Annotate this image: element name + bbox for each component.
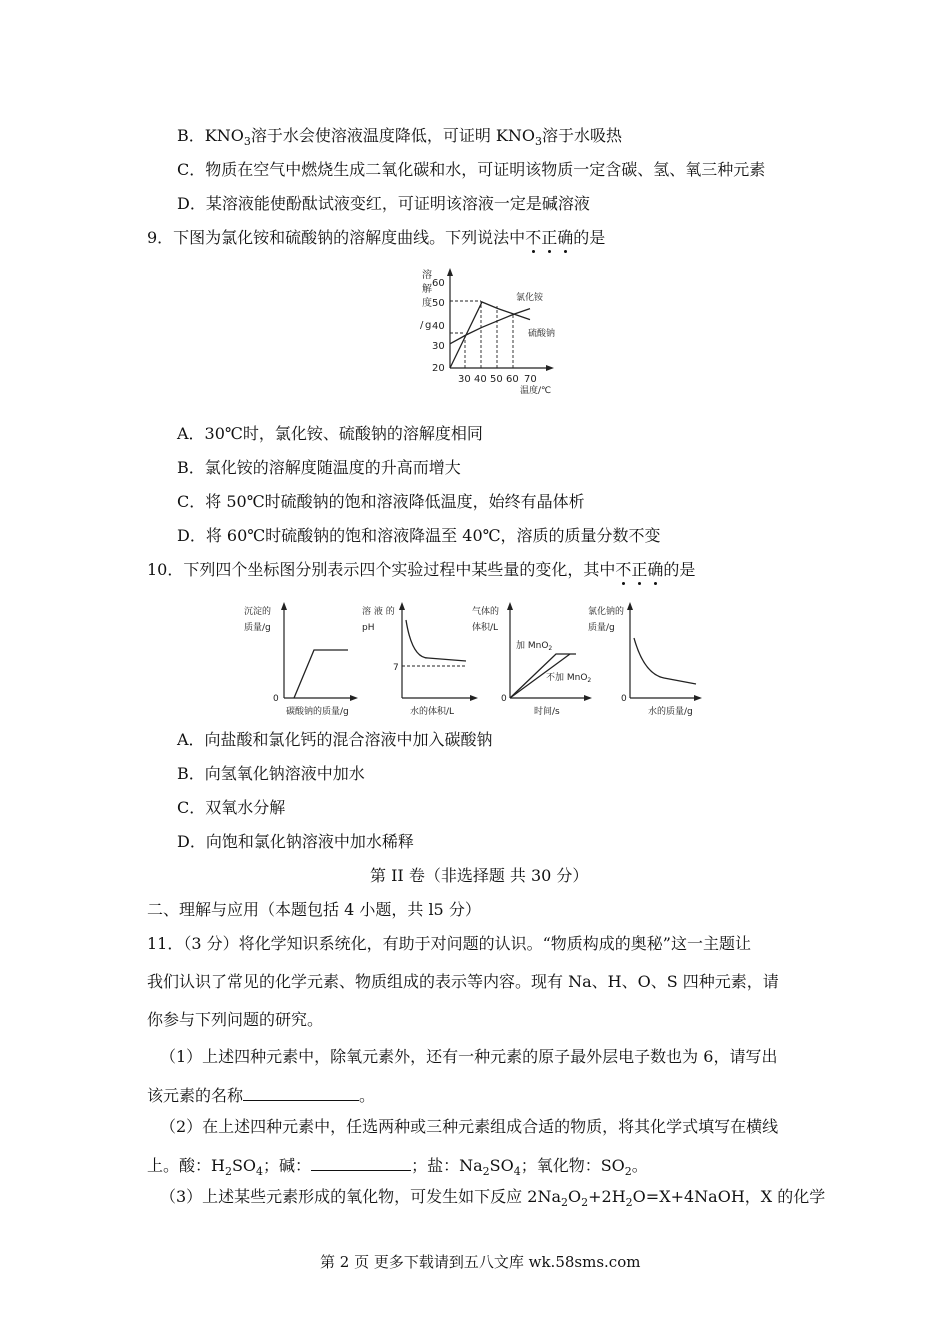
- q11-para-2: 我们认识了常见的化学元素、物质组成的表示等内容。现有 Na、H、O、S 四种元素，请: [147, 972, 779, 991]
- g1-y-arrow: [281, 602, 287, 610]
- q9-stem: 9．下图为氯化铵和硫酸钠的溶解度曲线。下列说法中不正确的是: [147, 228, 606, 247]
- g4-curve: [634, 638, 696, 684]
- g1-origin: 0: [273, 694, 279, 704]
- g3-origin: 0: [501, 694, 507, 704]
- q9-option-c: C．将 50℃时硫酸钠的饱和溶液降低温度，始终有晶体析: [177, 492, 585, 511]
- g2-xlabel: 水的体积/L: [410, 707, 455, 717]
- g2-y-arrow: [399, 602, 405, 610]
- y-tick-label: 60: [432, 278, 445, 289]
- g1-ylabel-unit: 质量/g: [244, 623, 271, 633]
- ylabel-char: g: [425, 320, 432, 331]
- q8-option-c: C．物质在空气中燃烧生成二氧化碳和水，可证明该物质一定含碳、氢、氧三种元素: [177, 160, 766, 179]
- q10-option-d: D．向饱和氯化钠溶液中加水稀释: [177, 832, 414, 851]
- curve-sodium-sulfate: [450, 302, 530, 368]
- g1-ylabel: 沉淀的: [244, 607, 272, 617]
- g2-ylabel: 溶 液 的: [362, 607, 395, 617]
- g4-ylabel: 氯化钠的: [588, 607, 625, 617]
- emphasis-char: 正: [631, 560, 648, 579]
- x-axis-label: 温度/℃: [520, 386, 552, 394]
- x-tick-label: 30: [458, 374, 471, 385]
- q11-para-1: 11．（3 分）将化学知识系统化，有助于对问题的认识。“物质构成的奥秘”这一主题让: [147, 934, 751, 953]
- g1-curve: [294, 650, 348, 698]
- graph-nacl: [588, 602, 702, 717]
- q11-sub1-line1: （1）上述四种元素中，除氧元素外，还有一种元素的原子最外层电子数也为 6，请写出: [160, 1047, 778, 1066]
- q11-para-3: 你参与下列问题的研究。: [147, 1010, 324, 1029]
- g4-ylabel-unit: 质量/g: [588, 623, 615, 633]
- q8-option-b: B．$KNO_3$溶于水会使溶液温度降低，可证明 $KNO_3$溶于水吸热: [177, 126, 623, 149]
- x-tick-label: 40: [474, 374, 487, 385]
- emphasis-char: 确: [647, 560, 664, 579]
- section-heading: 二、理解与应用（本题包括 4 小题，共 l5 分）: [147, 900, 481, 919]
- emphasis-char: 正: [541, 228, 558, 247]
- answer-blank-base[interactable]: [311, 1155, 411, 1171]
- emphasis-char: 不: [525, 228, 542, 247]
- curve-ammonium-chloride: [450, 309, 530, 344]
- g3-x-arrow: [584, 695, 592, 701]
- y-tick-label: 40: [432, 321, 445, 332]
- graph-ph: [362, 602, 478, 717]
- answer-blank-element[interactable]: [243, 1085, 359, 1101]
- g4-x-arrow: [694, 695, 702, 701]
- g2-curve: [406, 620, 466, 661]
- g1-xlabel: 碳酸钠的质量/g: [286, 707, 349, 717]
- y-axis-arrow: [447, 268, 453, 276]
- graph-gas: [472, 602, 592, 717]
- g3-label-catalyst: 加 MnO$_2$: [516, 641, 553, 652]
- q10-option-c: C．双氧水分解: [177, 798, 286, 817]
- q10-option-b: B．向氢氧化钠溶液中加水: [177, 764, 365, 783]
- q11-sub2-line1: （2）在上述四种元素中，任选两种或三种元素组成合适的物质，将其化学式填写在横线: [160, 1117, 779, 1136]
- emphasis-char: 确: [557, 228, 574, 247]
- q11-sub2-line2: 上。酸：$H_2SO_4$；碱： ；盐：$Na_2SO_4$；氧化物：$SO_2$。: [147, 1156, 648, 1179]
- series-label-na2so4: 硫酸钠: [528, 329, 556, 339]
- g3-y-arrow: [507, 602, 513, 610]
- g3-xlabel: 时间/s: [534, 707, 560, 717]
- g4-y-arrow: [627, 602, 633, 610]
- g2-x-arrow: [470, 695, 478, 701]
- q11-sub1-line2: 该元素的名称 。: [147, 1086, 376, 1105]
- g4-origin: 0: [621, 694, 627, 704]
- x-tick-label: 70: [524, 374, 537, 385]
- ylabel-char: 溶: [422, 270, 432, 281]
- q10-option-a: A．向盐酸和氯化钙的混合溶液中加入碳酸钠: [177, 730, 493, 749]
- x-tick-label: 50: [490, 374, 503, 385]
- x-tick-label: 60: [506, 374, 519, 385]
- y-tick-label: 30: [432, 341, 445, 352]
- page-footer: 第 2 页 更多下载请到五八文库 wk.58sms.com: [320, 1253, 641, 1271]
- ylabel-char: 度: [422, 298, 432, 309]
- q11-sub3-line1: （3）上述某些元素形成的氧化物，可发生如下反应 $2Na_2O_2+2H_2O=X+4NaOH$，X 的化学: [160, 1187, 826, 1210]
- g4-xlabel: 水的质量/g: [648, 707, 693, 717]
- four-graphs: [240, 600, 705, 720]
- ylabel-char: 解: [422, 284, 432, 295]
- q9-option-b: B．氯化铵的溶解度随温度的升高而增大: [177, 458, 461, 477]
- ylabel-char: /: [420, 320, 424, 331]
- q10-stem: 10．下列四个坐标图分别表示四个实验过程中某些量的变化，其中不正确的是: [147, 560, 696, 579]
- series-label-nh4cl: 氯化铵: [516, 293, 544, 303]
- emphasis-char: 不: [615, 560, 632, 579]
- solubility-chart: [410, 262, 560, 394]
- part-title: 第 II 卷（非选择题 共 30 分）: [370, 866, 589, 885]
- q8-option-d: D．某溶液能使酚酞试液变红，可证明该溶液一定是碱溶液: [177, 194, 590, 213]
- g3-label-no-catalyst: 不加 MnO$_2$: [546, 673, 592, 684]
- g3-ylabel: 气体的: [472, 607, 500, 617]
- graph-precipitate: [244, 602, 358, 717]
- y-tick-label: 20: [432, 363, 445, 374]
- g2-ph7-mark: 7: [393, 663, 399, 673]
- y-tick-label: 50: [432, 298, 445, 309]
- q9-option-a: A．30℃时，氯化铵、硫酸钠的溶解度相同: [177, 424, 483, 443]
- g2-ylabel-unit: pH: [362, 623, 375, 633]
- g1-x-arrow: [350, 695, 358, 701]
- x-axis-arrow: [546, 365, 554, 371]
- q9-option-d: D．将 60℃时硫酸钠的饱和溶液降温至 40℃，溶质的质量分数不变: [177, 526, 661, 545]
- g3-ylabel-unit: 体积/L: [472, 623, 499, 633]
